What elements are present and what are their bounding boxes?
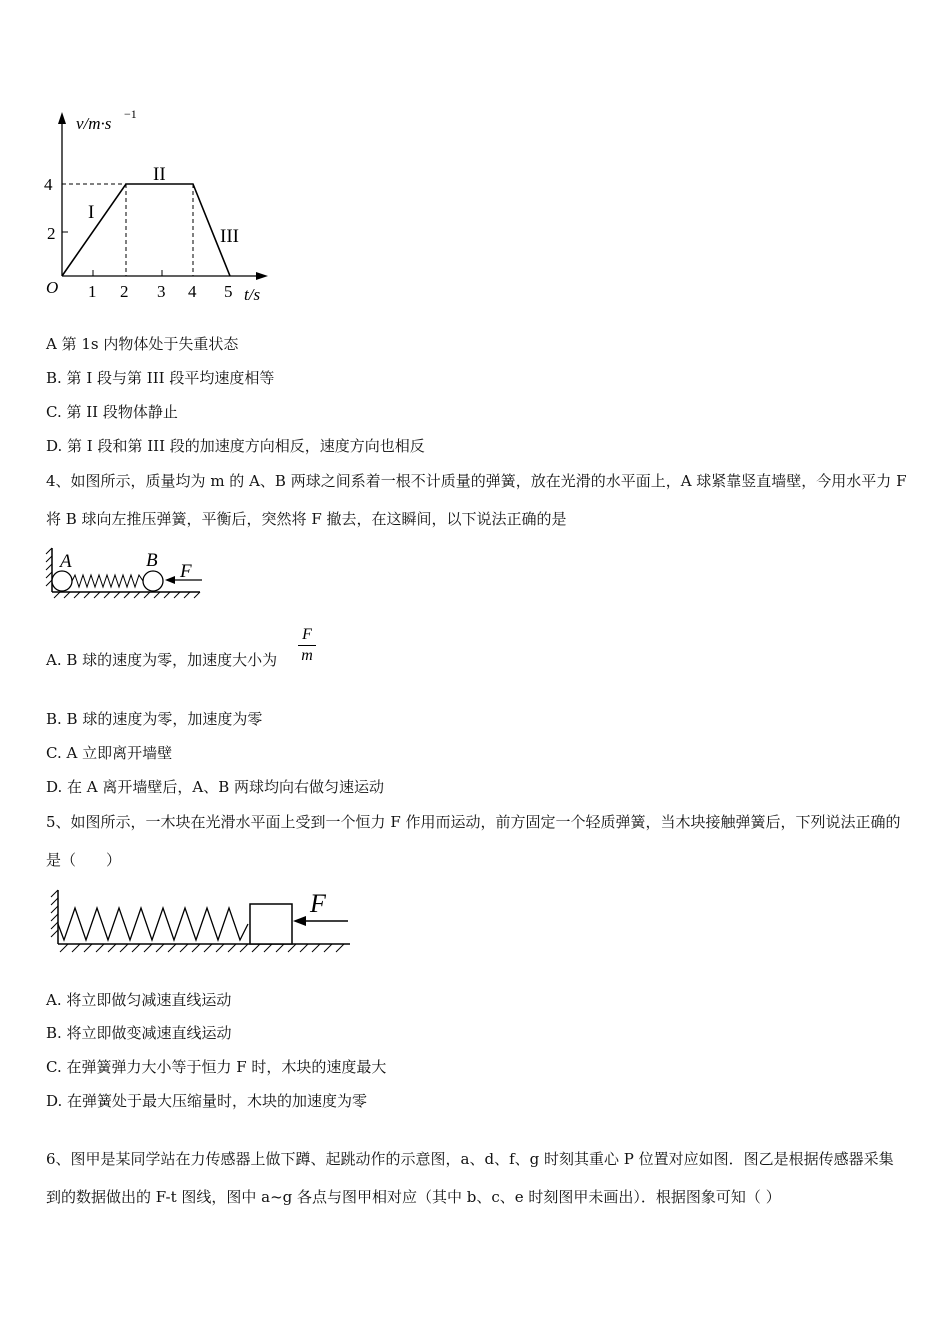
origin-label: O <box>46 278 59 297</box>
x-tick-4: 4 <box>188 282 197 301</box>
x-tick-1: 1 <box>88 282 97 301</box>
q3-option-c: C. 第 II 段物体静止 <box>46 403 178 421</box>
q4-stem: 4、如图所示，质量均为 m 的 A、B 两球之间系着一根不计质量的弹簧，放在光滑的水平面上，A 球紧靠竖直墙壁，今用水平力 F 将 B 球向左推压弹簧，平衡后，突然将 F 撤去，在这瞬间，以下说法正确的是 <box>46 472 907 528</box>
segment-label-3: III <box>220 226 239 247</box>
q4-option-b: B. B 球的速度为零，加速度为零 <box>46 710 263 728</box>
y-axis-label: v/m·s <box>76 114 112 133</box>
segment-label-1: I <box>88 202 95 223</box>
ball-b-label: B <box>146 550 158 571</box>
x-tick-3: 3 <box>157 282 166 301</box>
force-f-label-q5: F <box>310 889 326 918</box>
x-axis-label: t/s <box>244 285 261 304</box>
q3-option-a: A 第 1s 内物体处于失重状态 <box>46 335 239 353</box>
force-f-label: F <box>180 561 192 582</box>
q5-option-b: B. 将立即做变减速直线运动 <box>46 1024 232 1042</box>
q5-stem: 5、如图所示，一木块在光滑水平面上受到一个恒力 F 作用而运动，前方固定一个轻质弹簧，当木块接触弹簧后，下列说法正确的是（ ） <box>46 813 901 869</box>
q3-option-b: B. 第 I 段与第 III 段平均速度相等 <box>46 369 275 387</box>
fraction-f-over-m <box>298 625 316 666</box>
q3-option-d: D. 第 I 段和第 III 段的加速度方向相反，速度方向也相反 <box>46 437 425 455</box>
fraction-numerator: F <box>298 625 316 646</box>
x-tick-5: 5 <box>224 282 233 301</box>
fraction-denominator: m <box>301 647 313 664</box>
q4-option-c: C. A 立即离开墙壁 <box>46 744 173 762</box>
ball-a-label: A <box>60 551 72 572</box>
q4-option-d: D. 在 A 离开墙壁后，A、B 两球均向右做匀速运动 <box>46 778 385 796</box>
q6-stem: 6、图甲是某同学站在力传感器上做下蹲、起跳动作的示意图，a、d、f、g 时刻其重心 P 位置对应如图．图乙是根据传感器采集到的数据做出的 F-t 图线，图中 a~g 各点与图甲相对应（其中 b、c、e 时刻图甲未画出）．根据图象可知（ ） <box>46 1150 894 1206</box>
q5-option-a: A. 将立即做匀减速直线运动 <box>46 991 232 1009</box>
y-tick-2: 2 <box>47 224 56 243</box>
velocity-time-graph <box>40 100 280 310</box>
segment-label-2: II <box>153 164 166 185</box>
q4-option-a: A. B 球的速度为零，加速度大小为 <box>46 651 278 669</box>
spring-balls-figure <box>44 540 206 604</box>
y-axis-exponent: −1 <box>124 107 137 121</box>
spring-block-figure <box>44 884 354 956</box>
x-tick-2: 2 <box>120 282 129 301</box>
q5-option-d: D. 在弹簧处于最大压缩量时，木块的加速度为零 <box>46 1092 368 1110</box>
q5-option-c: C. 在弹簧弹力大小等于恒力 F 时，木块的速度最大 <box>46 1058 387 1076</box>
y-tick-4: 4 <box>44 175 53 194</box>
